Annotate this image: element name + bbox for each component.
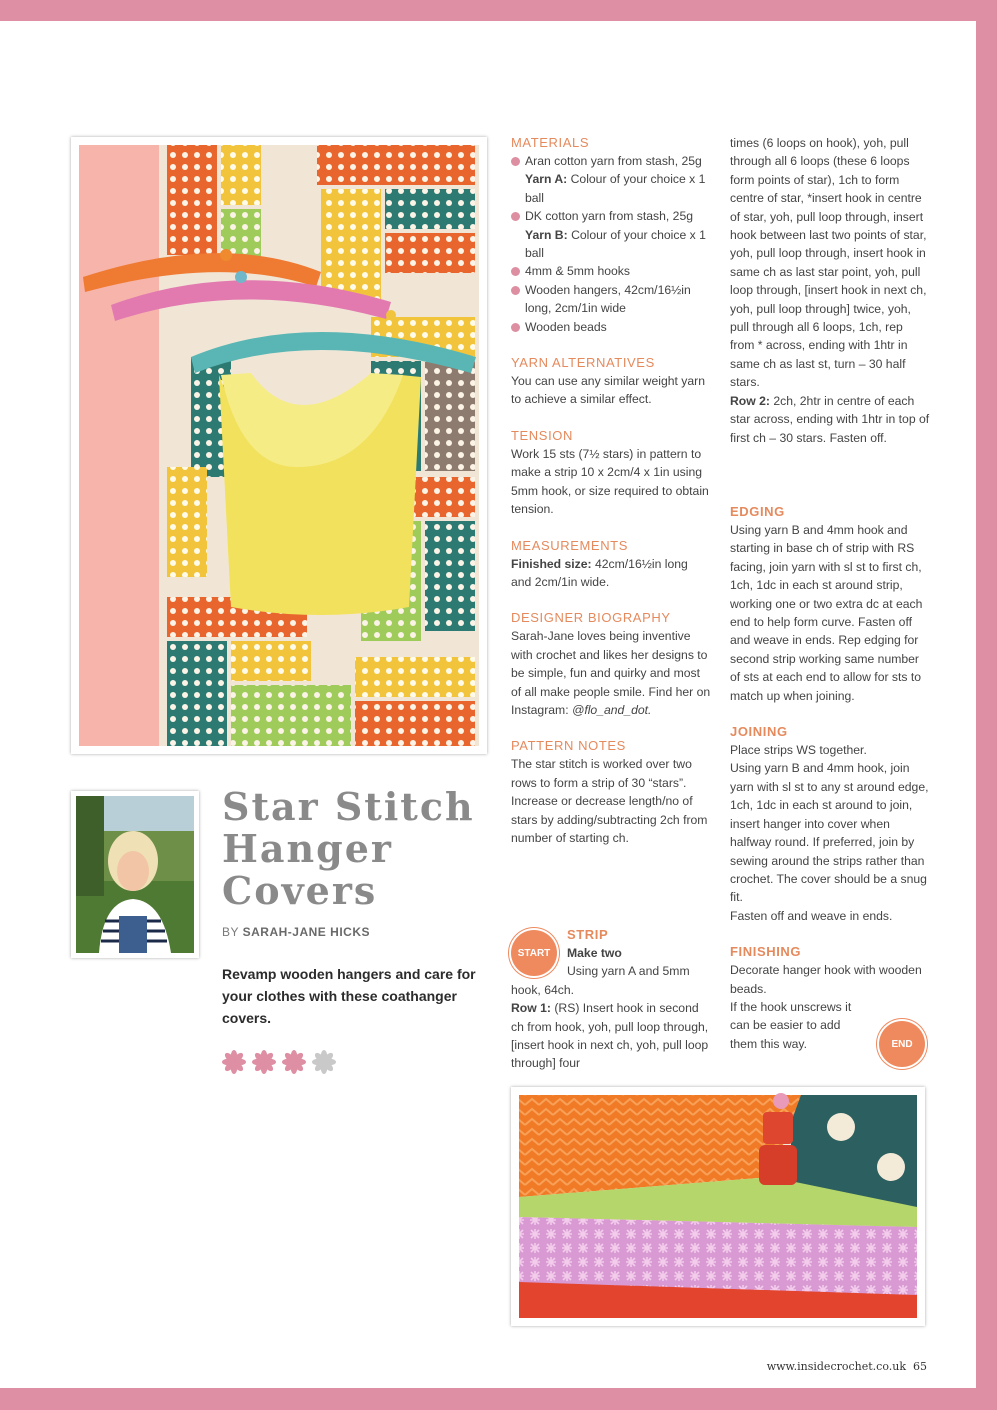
detail-photo	[511, 1087, 925, 1326]
joining-text-3: Fasten off and weave in ends.	[730, 908, 893, 923]
author-name: SARAH-JANE HICKS	[242, 925, 370, 939]
materials-item: Wooden hangers, 42cm/16½in long, 2cm/1in wide	[511, 281, 711, 318]
row-1-text: Row 1: (RS) Insert hook in second ch from hook, yoh, pull loop through, [insert hook in next ch, yoh, pull loop through] four	[511, 1001, 709, 1071]
joining-text-2: Using yarn B and 4mm hook, join yarn with sl st to any st around edge, 1ch, 1dc in each st around to join, insert hanger into cover when halfway round. If preferred, join by sewing around the strips rather than crochet. The cover should be a snug fit.	[730, 761, 929, 905]
finishing-heading: FINISHING	[730, 944, 802, 960]
materials-item: Yarn B: Colour of your choice x 1 ball	[525, 227, 706, 261]
byline-prefix: BY	[222, 925, 239, 939]
byline	[222, 925, 370, 939]
pattern-notes-heading: PATTERN NOTES	[511, 738, 626, 754]
materials-heading: MATERIALS	[511, 135, 590, 150]
strip-subheading: Make two	[567, 946, 622, 960]
title-line-2: Hanger	[222, 826, 393, 871]
edging-heading: EDGING	[730, 504, 785, 519]
end-badge: END	[879, 1021, 925, 1067]
start-badge: START	[511, 930, 557, 976]
instagram-handle: @flo_and_dot.	[571, 702, 652, 717]
row-1-continued: times (6 loops on hook), yoh, pull through all 6 loops (these 6 loops form points of star), 1ch to form centre of star, *insert hook in centre of star, yoh, pull loop through, insert hook between last two points of star, yoh, pull loop through, insert hook in same ch as last star point, yoh, pull loop through, [insert hook in next ch, yoh, pull loop through] twice, yoh, pull through all 6 loops, 1ch, rep from * across, ending with 1htr in same ch as last st, turn – 30 half stars.	[730, 136, 927, 390]
tension-text: Work 15 sts (7½ stars) in pattern to make a strip 10 x 2cm/4 x 1in using 5mm hook, or size required to obtain tension.	[511, 446, 709, 517]
materials-item: Yarn A: Colour of your choice x 1 ball	[525, 172, 706, 205]
column-1	[511, 134, 711, 847]
strip-section	[511, 926, 711, 1073]
article-title	[222, 786, 482, 912]
star-icon-filled	[222, 1050, 246, 1074]
star-icon-empty	[312, 1050, 336, 1074]
row-2-text: Row 2: 2ch, 2htr in centre of each star across, ending with 1htr in top of first ch – 30 stars. Fasten off.	[730, 393, 930, 445]
strip-heading: STRIP	[567, 927, 609, 942]
materials-item: Aran cotton yarn from stash, 25g	[511, 152, 711, 170]
footer-url: www.insidecrochet.co.uk	[766, 1360, 906, 1373]
measurements-heading: MEASUREMENTS	[511, 537, 628, 553]
intro-text: Revamp wooden hangers and care for your clothes with these coathanger covers.	[222, 966, 476, 1026]
hero-photo	[71, 137, 487, 754]
joining-text-1: Place strips WS together.	[730, 743, 867, 758]
edging-text: Using yarn B and 4mm hook and starting in base ch of strip with RS facing, join yarn with sl st to first ch, 1ch, 1dc in each st around strip, working one or two extra dc at each end to help form curve. Fasten off and weave in ends. Rep edging for second strip working same number of sts at each end to allow for sts to match up when joining.	[730, 523, 923, 703]
joining-heading: JOINING	[730, 724, 788, 740]
designer-heading: DESIGNER BIOGRAPHY	[511, 610, 671, 626]
star-icon-filled	[282, 1050, 306, 1074]
title-line-3: Covers	[222, 868, 378, 913]
tension-heading: TENSION	[511, 427, 573, 443]
page-footer	[767, 1360, 927, 1373]
materials-item: 4mm & 5mm hooks	[511, 262, 711, 280]
finishing-text-1: Decorate hanger hook with wooden beads.	[730, 963, 922, 996]
title-line-1: Star Stitch	[222, 784, 475, 829]
yarn-alternatives-heading: YARN ALTERNATIVES	[511, 355, 655, 371]
finishing-text-2: If the hook unscrews it can be easier to add them this way.	[730, 999, 852, 1051]
star-icon-filled	[252, 1050, 276, 1074]
author-photo	[71, 791, 199, 958]
page-number: 65	[913, 1360, 927, 1373]
materials-item: DK cotton yarn from stash, 25g	[511, 207, 711, 225]
row-continuation	[730, 134, 930, 484]
difficulty-rating	[222, 1050, 336, 1074]
pattern-notes-text: The star stitch is worked over two rows to form a strip of 30 “stars”. Increase or decrease length/no of stars by adding/subtracting 2ch from number of starting ch.	[511, 757, 708, 845]
measurements-text: Finished size: 42cm/16½in long and 2cm/1in wide.	[511, 556, 688, 589]
strip-intro: Using yarn A and 5mm hook, 64ch.	[511, 964, 690, 997]
materials-list	[511, 152, 711, 336]
materials-item: Wooden beads	[511, 318, 711, 336]
yarn-alternatives-text: You can use any similar weight yarn to achieve a similar effect.	[511, 374, 705, 407]
designer-text: Sarah-Jane loves being inventive with crochet and likes her designs to be simple, fun and quirky and most of all make people smile. Find her on Instagram: @flo_and_dot.	[511, 629, 711, 717]
